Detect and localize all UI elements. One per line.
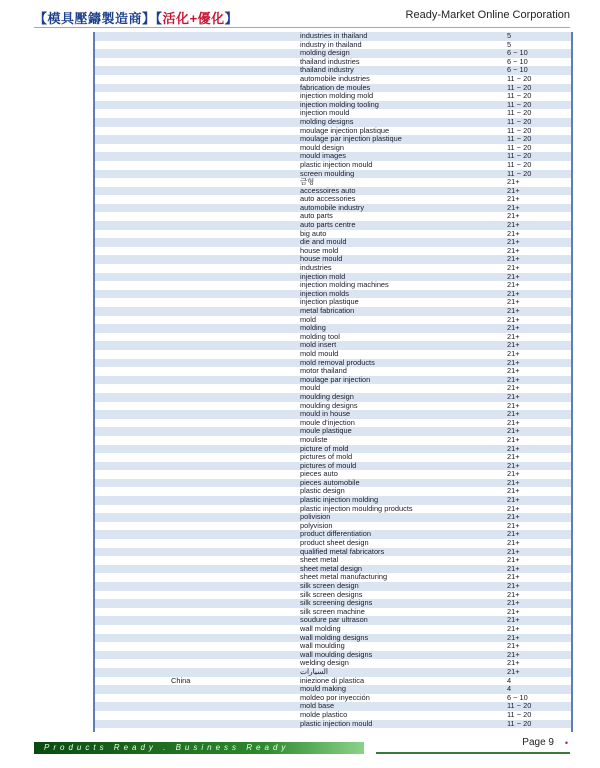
table-row: [95, 367, 571, 376]
table-row: [95, 221, 571, 230]
table-row: [95, 694, 571, 703]
table-row: [95, 384, 571, 393]
count-cell: 21+: [507, 461, 520, 470]
keyword-cell: auto accessories: [300, 195, 356, 204]
table-row: [95, 573, 571, 582]
count-cell: 21+: [507, 607, 520, 616]
footer-divider: [376, 752, 570, 754]
count-cell: 21+: [507, 659, 520, 668]
keyword-cell: motor thailand: [300, 367, 347, 376]
count-cell: 21+: [507, 212, 520, 221]
table-row: [95, 702, 571, 711]
count-cell: 21+: [507, 427, 520, 436]
table-row: [95, 668, 571, 677]
table-row: [95, 204, 571, 213]
keyword-cell: sheet metal design: [300, 564, 363, 573]
keyword-cell: السيارات: [300, 667, 328, 676]
table-row: [95, 410, 571, 419]
count-cell: 11 ~ 20: [507, 92, 532, 101]
count-cell: 21+: [507, 453, 520, 462]
count-cell: 11 ~ 20: [507, 169, 532, 178]
title-text: 模具壓鑄製造商: [47, 11, 143, 26]
keyword-cell: mould images: [300, 152, 347, 161]
table-row: [95, 539, 571, 548]
header-divider: [34, 27, 570, 28]
count-cell: 21+: [507, 298, 520, 307]
table-row: [95, 659, 571, 668]
keyword-cell: injection molding tooling: [300, 100, 379, 109]
count-cell: 21+: [507, 616, 520, 625]
keyword-cell: polivision: [300, 513, 331, 522]
table-row: [95, 402, 571, 411]
table-row: [95, 109, 571, 118]
keyword-cell: moulding designs: [300, 401, 358, 410]
count-cell: 21+: [507, 281, 520, 290]
publisher-name: Ready-Market Online Corporation: [405, 9, 570, 21]
keyword-cell: mold base: [300, 702, 335, 711]
count-cell: 21+: [507, 289, 520, 298]
keyword-cell: injection molds: [300, 289, 349, 298]
keyword-cell: thailand industry: [300, 66, 354, 75]
count-cell: 21+: [507, 504, 520, 513]
keyword-cell: mould: [300, 384, 321, 393]
table-row: [95, 642, 571, 651]
table-row: [95, 522, 571, 531]
count-cell: 21+: [507, 195, 520, 204]
keyword-cell: injection molding machines: [300, 281, 389, 290]
keyword-cell: industries in thailand: [300, 32, 368, 40]
table-row: [95, 720, 571, 729]
keyword-cell: mould making: [300, 685, 347, 694]
table-row: [95, 32, 571, 41]
count-cell: 6 ~ 10: [507, 49, 528, 58]
table-row: [95, 230, 571, 239]
keyword-cell: mold mould: [300, 349, 339, 358]
count-cell: 21+: [507, 496, 520, 505]
table-row: [95, 247, 571, 256]
count-cell: 21+: [507, 650, 520, 659]
count-cell: 21+: [507, 375, 520, 384]
count-cell: 21+: [507, 418, 520, 427]
count-cell: 6 ~ 10: [507, 57, 528, 66]
table-row: [95, 127, 571, 136]
count-cell: 21+: [507, 178, 520, 187]
table-row: [95, 212, 571, 221]
table-row: [95, 685, 571, 694]
keyword-cell: accessoires auto: [300, 186, 356, 195]
title-highlight: 活化: [162, 11, 190, 26]
count-cell: 21+: [507, 599, 520, 608]
count-cell: 21+: [507, 246, 520, 255]
table-row: [95, 152, 571, 161]
table-row: [95, 651, 571, 660]
table-row: [95, 84, 571, 93]
count-cell: 21+: [507, 470, 520, 479]
keyword-cell: auto parts: [300, 212, 333, 221]
count-cell: 21+: [507, 358, 520, 367]
count-cell: 21+: [507, 530, 520, 539]
keyword-cell: mold removal products: [300, 358, 375, 367]
keyword-cell: moulage par injection plastique: [300, 135, 402, 144]
count-cell: 21+: [507, 513, 520, 522]
keyword-cell: molde plastico: [300, 710, 348, 719]
table-row: [95, 187, 571, 196]
count-cell: 21+: [507, 556, 520, 565]
keyword-cell: welding design: [300, 659, 349, 668]
keyword-cell: pieces auto: [300, 470, 338, 479]
keyword-cell: industry in thailand: [300, 40, 362, 49]
keyword-cell: sheet metal manufacturing: [300, 573, 388, 582]
keyword-cell: moulage injection plastique: [300, 126, 390, 135]
keyword-cell: mouliste: [300, 435, 328, 444]
keyword-cell: injection plastique: [300, 298, 359, 307]
keyword-cell: polyvision: [300, 521, 333, 530]
count-cell: 21+: [507, 341, 520, 350]
count-cell: 21+: [507, 221, 520, 230]
keyword-cell: mould in house: [300, 410, 351, 419]
count-cell: 21+: [507, 264, 520, 273]
table-row: [95, 453, 571, 462]
keyword-cell: molding design: [300, 49, 350, 58]
keyword-cell: silk screening designs: [300, 599, 373, 608]
count-cell: 11 ~ 20: [507, 719, 532, 728]
count-cell: 21+: [507, 633, 520, 642]
keyword-cell: automobile industries: [300, 74, 370, 83]
count-cell: 11 ~ 20: [507, 126, 532, 135]
count-cell: 21+: [507, 410, 520, 419]
count-cell: 21+: [507, 624, 520, 633]
table-row: [95, 178, 571, 187]
keyword-cell: molding: [300, 324, 326, 333]
keyword-cell: sheet metal: [300, 556, 339, 565]
table-row: [95, 616, 571, 625]
table-row: [95, 556, 571, 565]
count-cell: 11 ~ 20: [507, 160, 532, 169]
keyword-cell: 금형: [300, 178, 315, 187]
table-body: [95, 32, 571, 728]
count-cell: 21+: [507, 582, 520, 590]
keyword-cell: wall moulding: [300, 642, 345, 651]
count-cell: 11 ~ 20: [507, 117, 532, 126]
count-cell: 21+: [507, 435, 520, 444]
count-cell: 21+: [507, 667, 520, 676]
table-row: [95, 625, 571, 634]
keyword-cell: mould design: [300, 143, 344, 152]
count-cell: 21+: [507, 367, 520, 376]
table-row: [95, 634, 571, 643]
count-cell: 21+: [507, 539, 520, 548]
keyword-cell: soudure par ultrason: [300, 616, 368, 625]
count-cell: 11 ~ 20: [507, 702, 532, 711]
count-cell: 21+: [507, 307, 520, 315]
table-row: [95, 316, 571, 325]
title-plus: +: [189, 11, 198, 26]
table-row: [95, 58, 571, 67]
table-row: [95, 298, 571, 307]
count-cell: 11 ~ 20: [507, 74, 532, 83]
count-cell: 11 ~ 20: [507, 83, 532, 92]
table-row: [95, 496, 571, 505]
table-row: [95, 75, 571, 84]
count-cell: 6 ~ 10: [507, 66, 528, 75]
table-row: [95, 92, 571, 101]
keyword-cell: product differentiation: [300, 530, 371, 539]
keyword-cell: pieces automobile: [300, 478, 360, 487]
count-cell: 11 ~ 20: [507, 710, 532, 719]
title-highlight-2: 優化: [197, 11, 225, 26]
keyword-cell: moule d'injection: [300, 418, 355, 427]
count-cell: 4: [507, 685, 512, 694]
table-row: [95, 376, 571, 385]
table-row: [95, 341, 571, 350]
country-cell: China: [171, 676, 191, 685]
count-cell: 21+: [507, 384, 520, 393]
company-title: [34, 8, 238, 27]
table-row: [95, 487, 571, 496]
table-row: [95, 49, 571, 58]
keyword-cell: molding designs: [300, 117, 354, 126]
table-row: [95, 101, 571, 110]
table-row: [95, 118, 571, 127]
table-row: [95, 238, 571, 247]
table-row: [95, 135, 571, 144]
table-row: [95, 505, 571, 514]
keyword-cell: pictures of mold: [300, 453, 353, 462]
keyword-cell: house mold: [300, 246, 339, 255]
keyword-cell: silk screen machine: [300, 607, 365, 616]
count-cell: 21+: [507, 444, 520, 453]
keyword-cell: injection mould: [300, 109, 350, 118]
count-cell: 21+: [507, 564, 520, 573]
count-cell: 21+: [507, 547, 520, 556]
table-row: [95, 462, 571, 471]
table-row: [95, 548, 571, 557]
keyword-cell: industries: [300, 264, 332, 273]
title-bracket-mid: 】【: [142, 11, 163, 26]
count-cell: 5: [507, 32, 512, 40]
table-row: [95, 255, 571, 264]
keyword-cell: wall molding designs: [300, 633, 369, 642]
count-cell: 21+: [507, 349, 520, 358]
table-row: [95, 582, 571, 591]
keyword-cell: big auto: [300, 229, 327, 238]
count-cell: 21+: [507, 521, 520, 530]
table-row: [95, 445, 571, 454]
table-row: [95, 599, 571, 608]
table-row: [95, 264, 571, 273]
keyword-cell: plastic injection mould: [300, 719, 373, 728]
keyword-cell: moldeo por inyección: [300, 693, 370, 702]
keyword-cell: metal fabrication: [300, 307, 355, 315]
table-row: [95, 470, 571, 479]
keyword-cell: moule plastique: [300, 427, 352, 436]
table-row: [95, 427, 571, 436]
count-cell: 5: [507, 40, 512, 49]
count-cell: 21+: [507, 487, 520, 496]
keyword-cell: automobile industry: [300, 203, 365, 212]
keyword-cell: molding tool: [300, 332, 340, 341]
keyword-cell: mold: [300, 315, 317, 324]
keyword-cell: auto parts centre: [300, 221, 356, 230]
keyword-cell: plastic injection moulding products: [300, 504, 413, 513]
count-cell: 11 ~ 20: [507, 152, 532, 161]
table-row: [95, 565, 571, 574]
page-header: [0, 0, 600, 28]
keyword-cell: mold insert: [300, 341, 337, 350]
page-bullet-icon: •: [564, 738, 568, 748]
table-row: [95, 591, 571, 600]
table-row: [95, 324, 571, 333]
table-row: [95, 290, 571, 299]
table-row: [95, 711, 571, 720]
count-cell: 11 ~ 20: [507, 135, 532, 144]
table-row: [95, 608, 571, 617]
count-cell: 4: [507, 676, 512, 685]
table-row: [95, 436, 571, 445]
table-row: [95, 333, 571, 342]
keyword-cell: screen moulding: [300, 169, 355, 178]
keyword-cell: qualified metal fabricators: [300, 547, 385, 556]
count-cell: 21+: [507, 392, 520, 401]
table-row: [95, 273, 571, 282]
table-row: [95, 419, 571, 428]
keyword-cell: thailand industries: [300, 57, 360, 66]
count-cell: 21+: [507, 238, 520, 247]
count-cell: 21+: [507, 255, 520, 264]
keyword-cell: plastic design: [300, 487, 345, 496]
table-row: [95, 307, 571, 316]
keyword-cell: moulding design: [300, 392, 354, 401]
count-cell: 21+: [507, 324, 520, 333]
title-bracket: 【: [34, 11, 48, 26]
table-row: [95, 41, 571, 50]
count-cell: 21+: [507, 642, 520, 651]
keyword-cell: iniezione di plastica: [300, 676, 365, 685]
keyword-cell: product sheet design: [300, 539, 369, 548]
keyword-cell: injection molding mold: [300, 92, 374, 101]
table-row: [95, 144, 571, 153]
count-cell: 21+: [507, 590, 520, 599]
count-cell: 21+: [507, 573, 520, 582]
count-cell: 21+: [507, 315, 520, 324]
table-row: [95, 170, 571, 179]
table-row: [95, 530, 571, 539]
keyword-cell: moulage par injection: [300, 375, 371, 384]
table-row: [95, 479, 571, 488]
table-row: [95, 350, 571, 359]
count-cell: 21+: [507, 272, 520, 281]
keyword-cell: silk screen designs: [300, 590, 363, 599]
table-row: [95, 161, 571, 170]
footer-tagline: Products Ready . Business Ready: [44, 743, 290, 752]
keyword-cell: die and mould: [300, 238, 347, 247]
count-cell: 21+: [507, 186, 520, 195]
count-cell: 11 ~ 20: [507, 109, 532, 118]
count-cell: 11 ~ 20: [507, 100, 532, 109]
keyword-cell: pictures of mould: [300, 461, 357, 470]
table-row: [95, 66, 571, 75]
table-row: [95, 393, 571, 402]
table-row: [95, 513, 571, 522]
count-cell: 11 ~ 20: [507, 143, 532, 152]
keyword-cell: silk screen design: [300, 582, 359, 590]
table-row: [95, 281, 571, 290]
keyword-cell: plastic injection mould: [300, 160, 373, 169]
keyword-cell: plastic injection molding: [300, 496, 379, 505]
count-cell: 21+: [507, 229, 520, 238]
keyword-cell: house mould: [300, 255, 343, 264]
keyword-cell: wall moulding designs: [300, 650, 373, 659]
keyword-table: [93, 32, 573, 732]
keyword-cell: fabrication de moules: [300, 83, 371, 92]
page-number: Page 9: [522, 737, 554, 748]
title-bracket-close: 】: [224, 11, 239, 26]
table-row: [95, 195, 571, 204]
keyword-cell: wall molding: [300, 624, 341, 633]
count-cell: 6 ~ 10: [507, 693, 528, 702]
keyword-cell: picture of mold: [300, 444, 349, 453]
count-cell: 21+: [507, 203, 520, 212]
count-cell: 21+: [507, 401, 520, 410]
count-cell: 21+: [507, 332, 520, 341]
table-row: [95, 359, 571, 368]
keyword-cell: injection mold: [300, 272, 346, 281]
count-cell: 21+: [507, 478, 520, 487]
table-row: [95, 677, 571, 686]
